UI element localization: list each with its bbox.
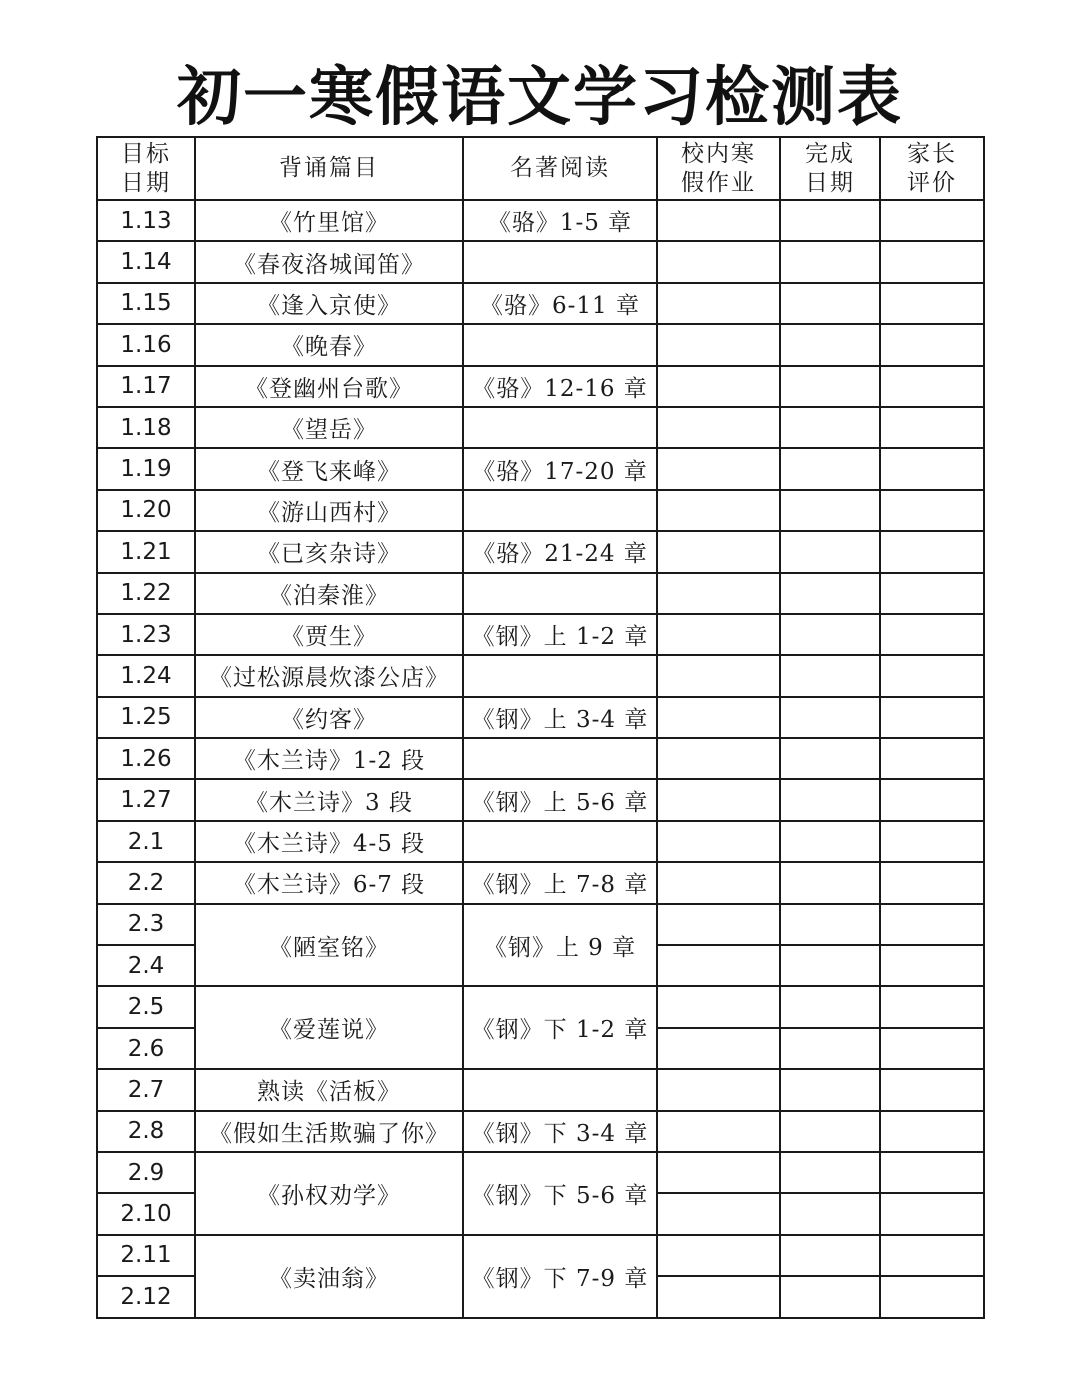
table-row — [97, 1111, 984, 1152]
recite-cell: 《竹里馆》 — [195, 200, 463, 241]
target-date-cell: 2.12 — [97, 1276, 195, 1317]
table-row — [97, 821, 984, 862]
done-date-cell[interactable] — [780, 738, 880, 779]
recite-cell: 《木兰诗》6-7 段 — [195, 862, 463, 903]
homework-check-cell[interactable] — [657, 1111, 780, 1152]
parent-eval-cell[interactable] — [880, 1069, 984, 1110]
reading-cell: 《骆》12-16 章 — [463, 366, 657, 407]
parent-eval-cell[interactable] — [880, 1235, 984, 1276]
recite-cell: 《泊秦淮》 — [195, 573, 463, 614]
parent-eval-cell[interactable] — [880, 821, 984, 862]
table-row — [97, 531, 984, 572]
reading-cell: 《钢》上 5-6 章 — [463, 779, 657, 820]
parent-eval-cell[interactable] — [880, 283, 984, 324]
homework-check-cell[interactable] — [657, 573, 780, 614]
reading-cell: 《钢》上 7-8 章 — [463, 862, 657, 903]
done-date-cell[interactable] — [780, 614, 880, 655]
table-row — [97, 366, 984, 407]
table-row — [97, 697, 984, 738]
header-row — [97, 137, 984, 200]
recite-cell: 《假如生活欺骗了你》 — [195, 1111, 463, 1152]
target-date-cell: 2.2 — [97, 862, 195, 903]
target-date-cell: 2.5 — [97, 986, 195, 1027]
homework-check-cell[interactable] — [657, 1235, 780, 1276]
parent-eval-cell[interactable] — [880, 986, 984, 1027]
recite-cell: 《登幽州台歌》 — [195, 366, 463, 407]
table-row — [97, 779, 984, 820]
homework-check-cell[interactable] — [657, 1028, 780, 1069]
reading-cell — [463, 573, 657, 614]
reading-cell — [463, 655, 657, 696]
table-row — [97, 1069, 984, 1110]
done-date-cell[interactable] — [780, 697, 880, 738]
reading-cell — [463, 241, 657, 282]
done-date-cell[interactable] — [780, 531, 880, 572]
recite-cell: 《孙权劝学》 — [195, 1152, 463, 1235]
done-date-cell[interactable] — [780, 366, 880, 407]
parent-eval-cell[interactable] — [880, 945, 984, 986]
reading-cell — [463, 324, 657, 365]
done-date-cell[interactable] — [780, 1276, 880, 1317]
recite-cell: 《木兰诗》1-2 段 — [195, 738, 463, 779]
homework-check-cell[interactable] — [657, 655, 780, 696]
reading-cell: 《钢》下 5-6 章 — [463, 1152, 657, 1235]
table-row — [97, 614, 984, 655]
recite-cell: 《过松源晨炊漆公店》 — [195, 655, 463, 696]
target-date-cell: 1.14 — [97, 241, 195, 282]
target-date-cell: 2.1 — [97, 821, 195, 862]
header-recite: 背诵篇目 — [195, 137, 463, 200]
reading-cell: 《钢》下 7-9 章 — [463, 1235, 657, 1318]
done-date-cell[interactable] — [780, 945, 880, 986]
done-date-cell[interactable] — [780, 200, 880, 241]
homework-check-cell[interactable] — [657, 904, 780, 945]
homework-check-cell[interactable] — [657, 738, 780, 779]
done-date-cell[interactable] — [780, 407, 880, 448]
reading-cell — [463, 738, 657, 779]
table-row — [97, 200, 984, 241]
recite-cell: 《逢入京使》 — [195, 283, 463, 324]
recite-cell: 《卖油翁》 — [195, 1235, 463, 1318]
done-date-cell[interactable] — [780, 779, 880, 820]
target-date-cell: 1.20 — [97, 490, 195, 531]
table-row — [97, 283, 984, 324]
target-date-cell: 2.7 — [97, 1069, 195, 1110]
recite-cell: 《陋室铭》 — [195, 904, 463, 987]
table-body — [97, 200, 984, 1318]
homework-check-cell[interactable] — [657, 241, 780, 282]
done-date-cell[interactable] — [780, 986, 880, 1027]
header-target-date: 目标 日期 — [97, 137, 195, 200]
parent-eval-cell[interactable] — [880, 1028, 984, 1069]
homework-check-cell[interactable] — [657, 200, 780, 241]
target-date-cell: 2.3 — [97, 904, 195, 945]
header-homework: 校内寒 假作业 — [657, 137, 780, 200]
target-date-cell: 2.4 — [97, 945, 195, 986]
table-row — [97, 407, 984, 448]
homework-check-cell[interactable] — [657, 490, 780, 531]
recite-cell: 《春夜洛城闻笛》 — [195, 241, 463, 282]
reading-cell: 《钢》上 3-4 章 — [463, 697, 657, 738]
target-date-cell: 1.13 — [97, 200, 195, 241]
homework-check-cell[interactable] — [657, 614, 780, 655]
recite-cell: 《游山西村》 — [195, 490, 463, 531]
target-date-cell: 1.23 — [97, 614, 195, 655]
target-date-cell: 1.25 — [97, 697, 195, 738]
parent-eval-cell[interactable] — [880, 573, 984, 614]
parent-eval-cell[interactable] — [880, 697, 984, 738]
done-date-cell[interactable] — [780, 1069, 880, 1110]
parent-eval-cell[interactable] — [880, 407, 984, 448]
reading-cell — [463, 821, 657, 862]
reading-cell: 《钢》下 3-4 章 — [463, 1111, 657, 1152]
homework-check-cell[interactable] — [657, 1193, 780, 1234]
target-date-cell: 1.22 — [97, 573, 195, 614]
reading-cell — [463, 407, 657, 448]
table-row — [97, 862, 984, 903]
target-date-cell: 2.11 — [97, 1235, 195, 1276]
table-row — [97, 986, 984, 1027]
recite-cell: 《贾生》 — [195, 614, 463, 655]
parent-eval-cell[interactable] — [880, 200, 984, 241]
reading-cell: 《钢》上 9 章 — [463, 904, 657, 987]
study-checklist-table — [96, 136, 985, 1319]
reading-cell: 《骆》6-11 章 — [463, 283, 657, 324]
target-date-cell: 1.27 — [97, 779, 195, 820]
target-date-cell: 2.9 — [97, 1152, 195, 1193]
done-date-cell[interactable] — [780, 324, 880, 365]
parent-eval-cell[interactable] — [880, 1193, 984, 1234]
target-date-cell: 1.18 — [97, 407, 195, 448]
recite-cell: 《约客》 — [195, 697, 463, 738]
header-parent-eval: 家长 评价 — [880, 137, 984, 200]
homework-check-cell[interactable] — [657, 531, 780, 572]
parent-eval-cell[interactable] — [880, 324, 984, 365]
reading-cell — [463, 490, 657, 531]
recite-cell: 《木兰诗》4-5 段 — [195, 821, 463, 862]
recite-cell: 《晚春》 — [195, 324, 463, 365]
done-date-cell[interactable] — [780, 573, 880, 614]
homework-check-cell[interactable] — [657, 324, 780, 365]
target-date-cell: 2.6 — [97, 1028, 195, 1069]
reading-cell: 《钢》上 1-2 章 — [463, 614, 657, 655]
target-date-cell: 1.17 — [97, 366, 195, 407]
target-date-cell: 2.8 — [97, 1111, 195, 1152]
homework-check-cell[interactable] — [657, 448, 780, 489]
table-row — [97, 241, 984, 282]
table-row — [97, 324, 984, 365]
target-date-cell: 1.16 — [97, 324, 195, 365]
header-reading: 名著阅读 — [463, 137, 657, 200]
parent-eval-cell[interactable] — [880, 448, 984, 489]
parent-eval-cell[interactable] — [880, 1152, 984, 1193]
table-row — [97, 738, 984, 779]
table-row — [97, 490, 984, 531]
recite-cell: 《已亥杂诗》 — [195, 531, 463, 572]
done-date-cell[interactable] — [780, 821, 880, 862]
homework-check-cell[interactable] — [657, 283, 780, 324]
done-date-cell[interactable] — [780, 241, 880, 282]
homework-check-cell[interactable] — [657, 1152, 780, 1193]
parent-eval-cell[interactable] — [880, 241, 984, 282]
recite-cell: 《木兰诗》3 段 — [195, 779, 463, 820]
table-row — [97, 1152, 984, 1193]
done-date-cell[interactable] — [780, 655, 880, 696]
done-date-cell[interactable] — [780, 1152, 880, 1193]
page-title: 初一寒假语文学习检测表 — [177, 61, 903, 135]
done-date-cell[interactable] — [780, 448, 880, 489]
target-date-cell: 1.19 — [97, 448, 195, 489]
done-date-cell[interactable] — [780, 1193, 880, 1234]
parent-eval-cell[interactable] — [880, 655, 984, 696]
target-date-cell: 2.10 — [97, 1193, 195, 1234]
parent-eval-cell[interactable] — [880, 1276, 984, 1317]
done-date-cell[interactable] — [780, 1028, 880, 1069]
parent-eval-cell[interactable] — [880, 366, 984, 407]
homework-check-cell[interactable] — [657, 862, 780, 903]
target-date-cell: 1.15 — [97, 283, 195, 324]
recite-cell: 熟读《活板》 — [195, 1069, 463, 1110]
homework-check-cell[interactable] — [657, 821, 780, 862]
homework-check-cell[interactable] — [657, 1069, 780, 1110]
reading-cell: 《骆》17-20 章 — [463, 448, 657, 489]
done-date-cell[interactable] — [780, 904, 880, 945]
table-row — [97, 655, 984, 696]
done-date-cell[interactable] — [780, 490, 880, 531]
header-done-date: 完成 日期 — [780, 137, 880, 200]
parent-eval-cell[interactable] — [880, 738, 984, 779]
done-date-cell[interactable] — [780, 283, 880, 324]
target-date-cell: 1.21 — [97, 531, 195, 572]
recite-cell: 《望岳》 — [195, 407, 463, 448]
reading-cell: 《骆》21-24 章 — [463, 531, 657, 572]
parent-eval-cell[interactable] — [880, 862, 984, 903]
parent-eval-cell[interactable] — [880, 490, 984, 531]
reading-cell — [463, 1069, 657, 1110]
table-row — [97, 1235, 984, 1276]
reading-cell: 《骆》1-5 章 — [463, 200, 657, 241]
reading-cell: 《钢》下 1-2 章 — [463, 986, 657, 1069]
target-date-cell: 1.24 — [97, 655, 195, 696]
homework-check-cell[interactable] — [657, 697, 780, 738]
parent-eval-cell[interactable] — [880, 904, 984, 945]
homework-check-cell[interactable] — [657, 986, 780, 1027]
homework-check-cell[interactable] — [657, 1276, 780, 1317]
homework-check-cell[interactable] — [657, 366, 780, 407]
done-date-cell[interactable] — [780, 1111, 880, 1152]
target-date-cell: 1.26 — [97, 738, 195, 779]
homework-check-cell[interactable] — [657, 779, 780, 820]
parent-eval-cell[interactable] — [880, 614, 984, 655]
recite-cell: 《登飞来峰》 — [195, 448, 463, 489]
homework-check-cell[interactable] — [657, 945, 780, 986]
table-row — [97, 573, 984, 614]
done-date-cell[interactable] — [780, 1235, 880, 1276]
homework-check-cell[interactable] — [657, 407, 780, 448]
recite-cell: 《爱莲说》 — [195, 986, 463, 1069]
table-row — [97, 904, 984, 945]
parent-eval-cell[interactable] — [880, 779, 984, 820]
table-row — [97, 448, 984, 489]
parent-eval-cell[interactable] — [880, 531, 984, 572]
done-date-cell[interactable] — [780, 862, 880, 903]
parent-eval-cell[interactable] — [880, 1111, 984, 1152]
